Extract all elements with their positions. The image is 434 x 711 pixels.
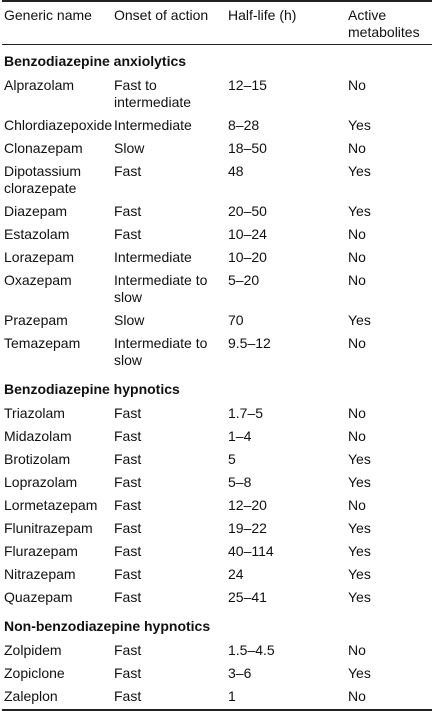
section-heading-row xyxy=(2,45,432,76)
onset-cell: Fast xyxy=(114,589,142,605)
table-row xyxy=(2,270,432,310)
half-life-cell: 10–20 xyxy=(228,249,267,265)
metabolites-cell: No xyxy=(348,497,366,513)
half-life-cell: 40–114 xyxy=(228,543,274,559)
table-row xyxy=(2,201,432,224)
onset-cell: Slow xyxy=(114,312,145,328)
half-life-cell: 19–22 xyxy=(228,520,267,536)
metabolites-cell: Yes xyxy=(348,665,371,681)
onset-cell: Fast xyxy=(114,642,142,658)
half-life-cell: 12–15 xyxy=(228,77,267,93)
generic-name-cell: Prazepam xyxy=(4,312,68,328)
generic-name-cell: Nitrazepam xyxy=(4,566,76,582)
metabolites-cell: No xyxy=(348,335,366,351)
header-half-life: Half-life (h) xyxy=(226,1,346,45)
metabolites-cell: No xyxy=(348,77,366,93)
onset-cell: Fast xyxy=(114,163,142,179)
table-row xyxy=(2,403,432,426)
generic-name-cell: Alprazolam xyxy=(4,77,75,93)
onset-cell: Intermediate to slow xyxy=(114,272,208,305)
generic-name-cell: Zaleplon xyxy=(2,686,112,710)
generic-name-cell: Zopiclone xyxy=(4,665,65,681)
header-onset-of-action: Onset of action xyxy=(112,1,226,45)
half-life-cell: 1.7–5 xyxy=(228,405,264,421)
onset-cell: Fast xyxy=(114,474,142,490)
section-heading-row xyxy=(2,610,432,640)
metabolites-cell: Yes xyxy=(348,543,371,559)
table-row xyxy=(2,640,432,663)
metabolites-cell: Yes xyxy=(348,474,371,490)
table-row xyxy=(2,472,432,495)
drug-comparison-table xyxy=(2,0,432,711)
table-row xyxy=(2,75,432,115)
metabolites-cell: Yes xyxy=(348,589,371,605)
half-life-cell: 1 xyxy=(226,686,346,710)
metabolites-cell: No xyxy=(348,405,366,421)
metabolites-cell: Yes xyxy=(348,117,371,133)
table-row xyxy=(2,541,432,564)
generic-name-cell: Dipotassium clorazepate xyxy=(4,163,82,196)
onset-cell: Fast xyxy=(114,497,142,513)
table-header-row xyxy=(2,1,432,45)
generic-name-cell: Triazolam xyxy=(4,405,65,421)
table-row xyxy=(2,686,432,710)
table-row xyxy=(2,224,432,247)
table-row xyxy=(2,495,432,518)
metabolites-cell: Yes xyxy=(348,163,371,179)
metabolites-cell: No xyxy=(348,428,366,444)
onset-cell: Fast to intermediate xyxy=(114,77,192,110)
half-life-cell: 20–50 xyxy=(228,203,267,219)
generic-name-cell: Midazolam xyxy=(4,428,72,444)
metabolites-cell: No xyxy=(348,226,366,242)
generic-name-cell: Loprazolam xyxy=(4,474,78,490)
metabolites-cell: No xyxy=(348,642,366,658)
table-row xyxy=(2,663,432,686)
generic-name-cell: Clonazepam xyxy=(4,140,83,156)
generic-name-cell: Diazepam xyxy=(4,203,68,219)
header-generic-name: Generic name xyxy=(2,1,112,45)
table-row xyxy=(2,161,432,201)
table-row xyxy=(2,310,432,333)
onset-cell: Fast xyxy=(114,203,142,219)
metabolites-cell: Yes xyxy=(348,312,371,328)
onset-cell: Fast xyxy=(114,665,142,681)
generic-name-cell: Flurazepam xyxy=(4,543,78,559)
metabolites-cell: Yes xyxy=(348,566,371,582)
metabolites-cell: Yes xyxy=(348,520,371,536)
generic-name-cell: Estazolam xyxy=(4,226,70,242)
onset-cell: Intermediate to slow xyxy=(114,335,208,368)
onset-cell: Intermediate xyxy=(114,249,192,265)
half-life-cell: 1.5–4.5 xyxy=(228,642,275,658)
metabolites-cell: No xyxy=(346,686,432,710)
generic-name-cell: Zolpidem xyxy=(4,642,62,658)
onset-cell: Fast xyxy=(112,686,226,710)
section-heading: Non-benzodiazepine hypnotics xyxy=(4,618,211,634)
half-life-cell: 5–8 xyxy=(228,474,252,490)
onset-cell: Slow xyxy=(114,140,145,156)
section-heading-row xyxy=(2,373,432,403)
half-life-cell: 3–6 xyxy=(228,665,252,681)
onset-cell: Fast xyxy=(114,520,142,536)
half-life-cell: 5 xyxy=(228,451,236,467)
table-body xyxy=(2,45,432,711)
generic-name-cell: Temazepam xyxy=(4,335,81,351)
table-row xyxy=(2,564,432,587)
metabolites-cell: No xyxy=(348,140,366,156)
table-row xyxy=(2,138,432,161)
generic-name-cell: Lormetazepam xyxy=(4,497,98,513)
half-life-cell: 18–50 xyxy=(228,140,267,156)
table-row xyxy=(2,333,432,373)
onset-cell: Fast xyxy=(114,566,142,582)
metabolites-cell: Yes xyxy=(348,203,371,219)
half-life-cell: 10–24 xyxy=(228,226,267,242)
generic-name-cell: Quazepam xyxy=(4,589,73,605)
generic-name-cell: Flunitrazepam xyxy=(4,520,93,536)
generic-name-cell: Brotizolam xyxy=(4,451,71,467)
half-life-cell: 1–4 xyxy=(228,428,252,444)
metabolites-cell: No xyxy=(348,272,366,288)
table-row xyxy=(2,247,432,270)
metabolites-cell: Yes xyxy=(348,451,371,467)
half-life-cell: 9.5–12 xyxy=(228,335,271,351)
section-heading: Benzodiazepine anxiolytics xyxy=(4,53,187,69)
table-row xyxy=(2,587,432,610)
header-active-metabolites: Active metabolites xyxy=(346,1,432,45)
generic-name-cell: Chlordiazepoxide xyxy=(4,117,113,133)
half-life-cell: 12–20 xyxy=(228,497,267,513)
table-row xyxy=(2,449,432,472)
half-life-cell: 48 xyxy=(228,163,244,179)
half-life-cell: 70 xyxy=(228,312,244,328)
generic-name-cell: Lorazepam xyxy=(4,249,75,265)
half-life-cell: 5–20 xyxy=(228,272,260,288)
onset-cell: Fast xyxy=(114,451,142,467)
generic-name-cell: Oxazepam xyxy=(4,272,72,288)
table-row xyxy=(2,518,432,541)
half-life-cell: 25–41 xyxy=(228,589,267,605)
table-row xyxy=(2,426,432,449)
metabolites-cell: No xyxy=(348,249,366,265)
onset-cell: Fast xyxy=(114,543,142,559)
table-row xyxy=(2,115,432,138)
half-life-cell: 8–28 xyxy=(228,117,260,133)
onset-cell: Fast xyxy=(114,226,142,242)
onset-cell: Fast xyxy=(114,428,142,444)
section-heading: Benzodiazepine hypnotics xyxy=(4,381,180,397)
half-life-cell: 24 xyxy=(228,566,244,582)
onset-cell: Fast xyxy=(114,405,142,421)
onset-cell: Intermediate xyxy=(114,117,192,133)
